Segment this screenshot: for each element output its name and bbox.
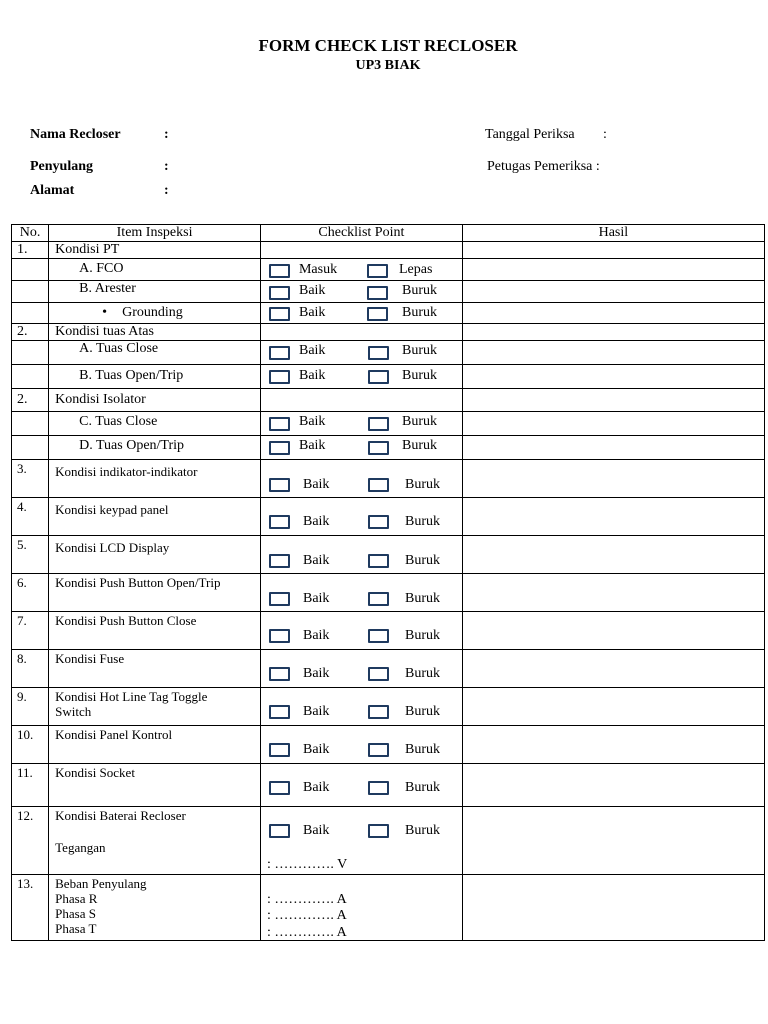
option-1-label: Baik — [298, 305, 326, 320]
option-1-label: Baik — [302, 704, 330, 719]
checklist-cell — [260, 460, 462, 498]
option-2-label: Buruk — [401, 343, 437, 358]
option-1-label: Baik — [302, 591, 330, 606]
row-item: Kondisi Socket — [49, 764, 261, 807]
row-number — [12, 365, 49, 389]
form-subtitle: UP3 BIAK — [355, 58, 421, 73]
table-row — [12, 303, 765, 324]
option-2-label: Lepas — [398, 262, 433, 277]
checkbox-option-1[interactable] — [269, 307, 290, 321]
option-2-label: Buruk — [404, 628, 440, 643]
option-1-label: Baik — [302, 823, 330, 838]
table-row — [12, 498, 765, 536]
phasa-r-label: Phasa R — [55, 891, 98, 906]
checkbox-option-2[interactable] — [367, 286, 388, 300]
option-1-label: Masuk — [298, 262, 338, 277]
option-1-label: Baik — [302, 742, 330, 757]
row-number: 13. — [12, 875, 49, 941]
row-item: Kondisi Baterai Recloser — [55, 808, 186, 823]
checkbox-option-2[interactable] — [368, 515, 389, 529]
option-2-label: Buruk — [404, 553, 440, 568]
option-2-label: Buruk — [404, 780, 440, 795]
checklist-cell — [260, 807, 462, 875]
checkbox-option-2[interactable] — [368, 705, 389, 719]
checkbox-option-1[interactable] — [269, 264, 290, 278]
column-header-no: No. — [12, 225, 49, 242]
hasil-cell[interactable] — [462, 324, 764, 341]
form-title: FORM CHECK LIST RECLOSER — [258, 36, 518, 55]
checkbox-option-2[interactable] — [368, 743, 389, 757]
table-row — [12, 460, 765, 498]
hasil-cell[interactable] — [462, 807, 764, 875]
option-2-label: Buruk — [401, 368, 437, 383]
table-row — [12, 365, 765, 389]
row-item: A. FCO — [79, 261, 124, 276]
tegangan-label: Tegangan — [55, 840, 106, 855]
checkbox-option-1[interactable] — [269, 370, 290, 384]
checklist-cell — [260, 281, 462, 303]
phasa-r-value[interactable]: : …………. A — [266, 892, 347, 907]
tanggal-periksa-colon: : — [603, 127, 607, 142]
hasil-cell[interactable] — [462, 365, 764, 389]
row-item-cell — [49, 807, 261, 875]
alamat-colon: : — [164, 183, 169, 198]
row-number: 12. — [12, 807, 49, 875]
option-1-label: Baik — [302, 666, 330, 681]
hasil-cell[interactable] — [462, 574, 764, 612]
table-row — [12, 688, 765, 726]
checkbox-option-1[interactable] — [269, 515, 290, 529]
option-1-label: Baik — [298, 368, 326, 383]
column-header-hasil: Hasil — [462, 225, 764, 242]
table-row — [12, 436, 765, 460]
option-1-label: Baik — [302, 780, 330, 795]
row-number: 10. — [12, 726, 49, 764]
row-item: Kondisi LCD Display — [49, 536, 261, 574]
hasil-cell[interactable] — [462, 436, 764, 460]
row-item-cell — [49, 259, 261, 281]
row-number: 1. — [12, 242, 49, 259]
option-2-label: Buruk — [404, 666, 440, 681]
penyulang-label: Penyulang — [30, 159, 94, 174]
row-item: Kondisi Isolator — [49, 389, 261, 412]
checklist-cell — [260, 242, 462, 259]
row-number: 2. — [12, 389, 49, 412]
checklist-cell — [260, 324, 462, 341]
row-item: Kondisi PT — [49, 242, 261, 259]
option-2-label: Buruk — [404, 591, 440, 606]
checkbox-option-2[interactable] — [368, 441, 389, 455]
hasil-cell[interactable] — [462, 460, 764, 498]
checkbox-option-2[interactable] — [368, 592, 389, 606]
row-number: 3. — [12, 460, 49, 498]
row-number: 5. — [12, 536, 49, 574]
table-row — [12, 242, 765, 259]
hasil-cell[interactable] — [462, 303, 764, 324]
option-2-label: Buruk — [401, 283, 437, 298]
row-item-cell — [49, 412, 261, 436]
row-item: Kondisi keypad panel — [49, 498, 261, 536]
checkbox-option-1[interactable] — [269, 478, 290, 492]
checkbox-option-1[interactable] — [269, 705, 290, 719]
table-row — [12, 324, 765, 341]
row-item: Grounding — [122, 305, 183, 320]
row-item-cell — [49, 303, 261, 324]
hasil-cell[interactable] — [462, 688, 764, 726]
row-item-cell — [49, 875, 261, 941]
checklist-cell — [260, 688, 462, 726]
checkbox-option-1[interactable] — [269, 554, 290, 568]
checklist-cell — [260, 341, 462, 365]
hasil-cell[interactable] — [462, 764, 764, 807]
hasil-cell[interactable] — [462, 650, 764, 688]
option-1-label: Baik — [302, 514, 330, 529]
checklist-cell — [260, 612, 462, 650]
row-item: A. Tuas Close — [79, 341, 159, 356]
option-1-label: Baik — [302, 628, 330, 643]
checkbox-option-1[interactable] — [269, 592, 290, 606]
option-2-label: Buruk — [401, 305, 437, 320]
row-number: 4. — [12, 498, 49, 536]
hasil-cell[interactable] — [462, 242, 764, 259]
checklist-cell — [260, 365, 462, 389]
option-2-label: Buruk — [401, 438, 437, 453]
table-row — [12, 574, 765, 612]
hasil-cell[interactable] — [462, 498, 764, 536]
checkbox-option-1[interactable] — [269, 824, 290, 838]
checklist-cell — [260, 536, 462, 574]
row-number: 11. — [12, 764, 49, 807]
checkbox-option-1[interactable] — [269, 441, 290, 455]
nama-recloser-colon: : — [164, 127, 169, 142]
row-item: Kondisi Panel Kontrol — [49, 726, 261, 764]
row-item: Kondisi Hot Line Tag Toggle — [55, 689, 208, 704]
phasa-s-value[interactable]: : …………. A — [266, 908, 347, 923]
row-item-cell — [49, 281, 261, 303]
option-1-label: Baik — [298, 414, 326, 429]
table-row — [12, 281, 765, 303]
hasil-cell[interactable] — [462, 259, 764, 281]
row-number — [12, 436, 49, 460]
option-1-label: Baik — [302, 477, 330, 492]
table-row — [12, 764, 765, 807]
option-2-label: Buruk — [404, 514, 440, 529]
phasa-s-label: Phasa S — [55, 906, 96, 921]
row-item: Beban Penyulang — [55, 876, 147, 891]
row-item: B. Tuas Open/Trip — [79, 368, 184, 383]
row-item: B. Arester — [79, 281, 136, 296]
checkbox-option-1[interactable] — [269, 286, 290, 300]
checkbox-option-2[interactable] — [368, 667, 389, 681]
table-row — [12, 612, 765, 650]
checkbox-option-2[interactable] — [368, 554, 389, 568]
tanggal-periksa-label: Tanggal Periksa — [485, 127, 575, 142]
hasil-cell[interactable] — [462, 281, 764, 303]
phasa-t-label: Phasa T — [55, 921, 97, 936]
checkbox-option-1[interactable] — [269, 629, 290, 643]
hasil-cell[interactable] — [462, 536, 764, 574]
column-header-item: Item Inspeksi — [49, 225, 261, 242]
row-number: 6. — [12, 574, 49, 612]
checkbox-option-2[interactable] — [368, 478, 389, 492]
table-row — [12, 875, 765, 941]
checkbox-option-1[interactable] — [269, 346, 290, 360]
row-item-cell — [49, 688, 261, 726]
checklist-table — [11, 224, 765, 941]
table-row — [12, 341, 765, 365]
row-item: C. Tuas Close — [79, 414, 158, 429]
checklist-cell — [260, 875, 462, 941]
checklist-cell — [260, 412, 462, 436]
checklist-cell — [260, 650, 462, 688]
table-row — [12, 726, 765, 764]
hasil-cell[interactable] — [462, 412, 764, 436]
row-number — [12, 341, 49, 365]
penyulang-colon: : — [164, 159, 169, 174]
row-item-cell — [49, 436, 261, 460]
row-number: 8. — [12, 650, 49, 688]
checkbox-option-2[interactable] — [368, 781, 389, 795]
hasil-cell[interactable] — [462, 612, 764, 650]
option-1-label: Baik — [298, 283, 326, 298]
table-row — [12, 536, 765, 574]
checkbox-option-2[interactable] — [368, 346, 389, 360]
checklist-cell — [260, 574, 462, 612]
row-item: Kondisi indikator-indikator — [49, 460, 261, 498]
row-item: Kondisi Push Button Close — [49, 612, 261, 650]
checkbox-option-2[interactable] — [368, 370, 389, 384]
row-number: 7. — [12, 612, 49, 650]
option-2-label: Buruk — [404, 742, 440, 757]
phasa-t-value[interactable]: : …………. A — [266, 925, 347, 940]
row-item-continued: Switch — [55, 704, 92, 719]
row-item: Kondisi Fuse — [49, 650, 261, 688]
table-header-row — [12, 225, 765, 242]
hasil-cell[interactable] — [462, 726, 764, 764]
row-number — [12, 303, 49, 324]
option-1-label: Baik — [298, 438, 326, 453]
row-item: D. Tuas Open/Trip — [79, 438, 185, 453]
column-header-checklist: Checklist Point — [260, 225, 462, 242]
checklist-cell — [260, 764, 462, 807]
option-2-label: Buruk — [401, 414, 437, 429]
table-row — [12, 259, 765, 281]
option-2-label: Buruk — [404, 704, 440, 719]
table-row — [12, 650, 765, 688]
checkbox-option-1[interactable] — [269, 743, 290, 757]
checkbox-option-2[interactable] — [368, 824, 389, 838]
row-number: 2. — [12, 324, 49, 341]
checkbox-option-1[interactable] — [269, 781, 290, 795]
tegangan-value[interactable]: : …………. V — [266, 857, 348, 872]
row-number — [12, 281, 49, 303]
row-item: Kondisi Push Button Open/Trip — [49, 574, 261, 612]
hasil-cell[interactable] — [462, 875, 764, 941]
checklist-cell — [260, 259, 462, 281]
bullet-icon: • — [102, 305, 108, 320]
option-2-label: Buruk — [404, 477, 440, 492]
row-item: Kondisi tuas Atas — [49, 324, 261, 341]
hasil-cell[interactable] — [462, 341, 764, 365]
table-row — [12, 807, 765, 875]
petugas-pemeriksa-label: Petugas Pemeriksa : — [487, 159, 600, 174]
checkbox-option-2[interactable] — [368, 417, 389, 431]
checklist-cell — [260, 726, 462, 764]
option-2-label: Buruk — [404, 823, 440, 838]
option-1-label: Baik — [302, 553, 330, 568]
checkbox-option-2[interactable] — [367, 264, 388, 278]
row-item-cell — [49, 341, 261, 365]
checklist-cell — [260, 303, 462, 324]
checklist-cell — [260, 436, 462, 460]
checkbox-option-1[interactable] — [269, 667, 290, 681]
checkbox-option-2[interactable] — [368, 629, 389, 643]
checklist-cell — [260, 498, 462, 536]
table-row — [12, 412, 765, 436]
hasil-cell[interactable] — [462, 389, 764, 412]
row-number: 9. — [12, 688, 49, 726]
row-item-cell — [49, 365, 261, 389]
row-number — [12, 412, 49, 436]
checkbox-option-2[interactable] — [367, 307, 388, 321]
alamat-label: Alamat — [30, 183, 75, 198]
row-number — [12, 259, 49, 281]
checkbox-option-1[interactable] — [269, 417, 290, 431]
nama-recloser-label: Nama Recloser — [30, 127, 121, 142]
option-1-label: Baik — [298, 343, 326, 358]
checklist-cell — [260, 389, 462, 412]
table-row — [12, 389, 765, 412]
